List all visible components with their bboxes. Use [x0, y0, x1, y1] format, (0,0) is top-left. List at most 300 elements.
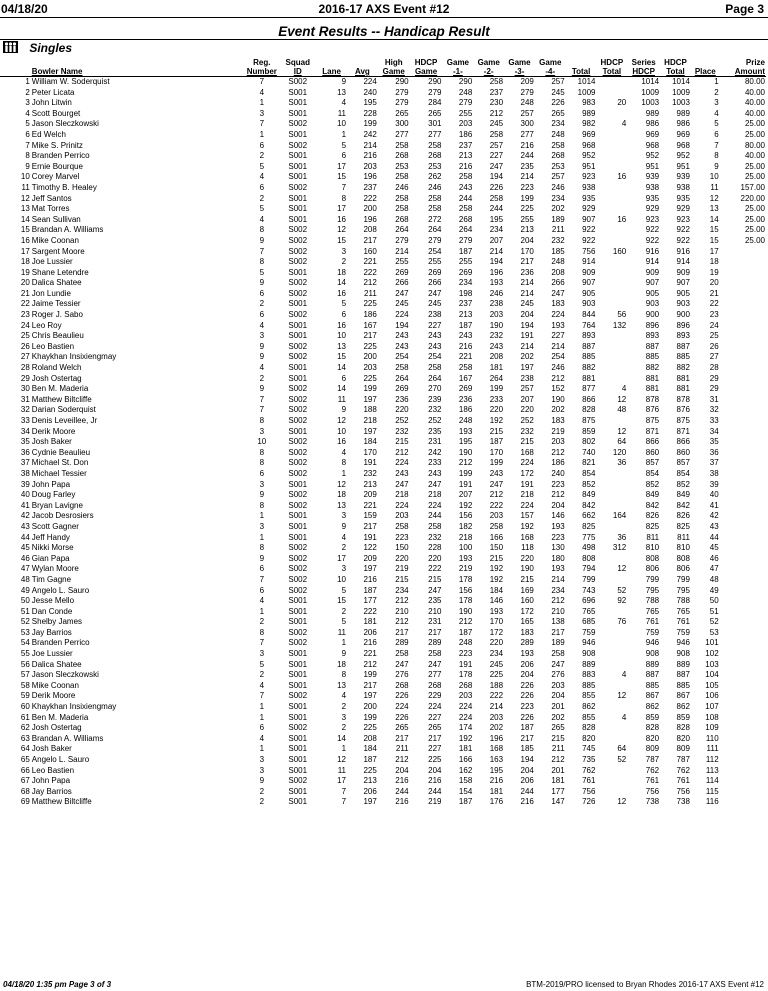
cell-game-2: 257	[489, 140, 504, 150]
col-header-game-1: -1-	[442, 67, 473, 77]
cell-avg: 240	[363, 87, 377, 97]
cell-total: 696	[582, 596, 596, 606]
cell-game-4: 189	[551, 638, 565, 648]
cell-reg-number: 2	[259, 193, 265, 203]
cell-high-game: 236	[395, 394, 409, 404]
cell-reg-number: 4	[259, 87, 265, 97]
cell-avg: 203	[363, 161, 377, 171]
cell-hdcp-total	[596, 501, 627, 512]
cell-bowler-name: Derik Moore	[31, 691, 76, 701]
cell-game-3: 199	[520, 193, 534, 203]
cell-hdcp-total: 48	[617, 405, 627, 415]
table-row	[0, 299, 766, 310]
cell-high-game: 245	[395, 299, 409, 309]
cell-place: 14	[709, 214, 719, 224]
cell-row-number: 2	[25, 87, 30, 97]
cell-place: 53	[709, 627, 719, 637]
cell-row-number: 68	[20, 786, 30, 796]
cell-squad-id: S001	[288, 521, 308, 531]
cell-reg-number: 8	[259, 627, 265, 637]
cell-place: 5	[714, 119, 719, 129]
cell-hdcp-total	[596, 787, 627, 798]
cell-series-hdcp: 826	[645, 511, 660, 521]
cell-hdcp-total	[596, 469, 627, 480]
cell-bowler-name: Shelby James	[31, 617, 83, 627]
cell-reg-number: 7	[259, 119, 265, 129]
cell-row-number: 65	[20, 755, 30, 764]
cell-hdcp-series-total: 885	[676, 680, 690, 690]
cell-game-1: 268	[458, 214, 473, 224]
table-row	[0, 416, 766, 427]
cell-game-3: 217	[520, 257, 534, 267]
cell-lane: 18	[337, 659, 347, 669]
cell-game-2: 245	[489, 659, 504, 669]
cell-bowler-name: Joe Lussier	[31, 649, 73, 659]
cell-series-hdcp: 900	[645, 310, 660, 320]
cell-total: 852	[582, 479, 596, 489]
cell-game-3: 300	[520, 119, 534, 129]
cell-high-game: 265	[395, 723, 409, 733]
cell-squad-id: S002	[288, 627, 308, 637]
cell-hdcp-total: 4	[621, 670, 627, 680]
table-row	[0, 628, 766, 639]
cell-bowler-name: Brandan A. Williams	[31, 733, 104, 743]
cell-game-1: 167	[458, 373, 473, 383]
cell-total: 866	[582, 394, 596, 404]
cell-bowler-name: Matthew Biltcliffe	[31, 394, 92, 404]
cell-reg-number: 1	[259, 702, 265, 712]
cell-lane: 11	[337, 108, 347, 118]
col-header-bowler-name: Bowler Name	[31, 67, 245, 77]
cell-place: 9	[714, 161, 719, 171]
cell-prize-amount	[720, 607, 766, 618]
cell-avg: 203	[363, 363, 377, 373]
cell-reg-number: 4	[259, 320, 265, 330]
cell-bowler-name: Roger J. Sabo	[31, 310, 83, 320]
cell-high-game: 254	[395, 352, 409, 362]
cell-bowler-name: Timothy B. Healey	[31, 182, 97, 192]
cell-hdcp-series-total: 875	[676, 416, 690, 425]
cell-avg: 209	[363, 490, 377, 500]
cell-game-1: 203	[458, 119, 473, 129]
cell-series-hdcp: 905	[645, 288, 660, 298]
footer-timestamp: 04/18/20 1:35 pm Page 3 of 3	[3, 980, 112, 989]
cell-hdcp-game: 272	[428, 214, 442, 224]
cell-total: 685	[582, 617, 596, 627]
cell-game-1: 213	[458, 151, 473, 161]
cell-hdcp-total: 312	[612, 543, 627, 553]
cell-prize-amount: 25.00	[744, 214, 765, 224]
cell-game-1: 279	[458, 235, 473, 245]
cell-game-3: 289	[520, 638, 534, 648]
cell-high-game: 214	[395, 246, 409, 256]
cell-squad-id: S001	[288, 786, 308, 796]
table-row	[0, 427, 766, 438]
cell-squad-id: S001	[288, 299, 308, 309]
cell-hdcp-series-total: 916	[676, 246, 690, 256]
cell-reg-number: 6	[259, 723, 265, 733]
cell-hdcp-total: 52	[617, 585, 627, 595]
cell-game-3: 206	[520, 776, 534, 786]
cell-game-1: 268	[458, 680, 473, 690]
cell-reg-number: 8	[259, 543, 265, 553]
cell-bowler-name: Dalica Shatee	[31, 278, 82, 288]
table-row	[0, 755, 766, 766]
cell-series-hdcp: 795	[645, 585, 660, 595]
cell-row-number: 36	[20, 447, 30, 457]
cell-hdcp-series-total: 765	[676, 606, 690, 616]
cell-high-game: 268	[395, 151, 409, 161]
table-row	[0, 247, 766, 258]
table-row	[0, 236, 766, 247]
bowling-pins-icon	[3, 41, 18, 53]
cell-place: 102	[705, 649, 719, 659]
cell-squad-id: S002	[288, 310, 308, 320]
cell-game-2: 258	[489, 129, 504, 139]
cell-place: 29	[709, 373, 719, 383]
cell-game-4: 212	[551, 596, 565, 606]
col-header-series-hdcp: HDCP	[627, 67, 660, 77]
cell-reg-number: 6	[259, 468, 265, 478]
results-table	[0, 58, 766, 808]
cell-game-2: 247	[489, 161, 504, 171]
table-row	[0, 617, 766, 628]
cell-lane: 3	[341, 511, 347, 521]
cell-squad-id: S002	[288, 776, 308, 786]
cell-hdcp-total	[596, 299, 627, 310]
cell-game-3: 193	[520, 649, 534, 659]
table-row	[0, 162, 766, 173]
table-row	[0, 554, 766, 565]
cell-bowler-name: Jason Sleczkowski	[31, 670, 99, 680]
cell-hdcp-series-total: 738	[676, 797, 690, 807]
cell-place: 108	[705, 712, 719, 722]
cell-game-3: 225	[520, 204, 534, 214]
cell-avg: 222	[363, 606, 377, 616]
cell-reg-number: 3	[259, 521, 265, 531]
cell-place: 51	[709, 606, 719, 616]
cell-game-4: 212	[551, 490, 565, 500]
cell-game-2: 192	[489, 416, 504, 425]
cell-game-4: 245	[551, 87, 565, 97]
cell-bowler-name: Corey Marvel	[31, 172, 80, 182]
cell-prize-amount: 25.00	[744, 225, 765, 235]
cell-game-1: 244	[458, 193, 473, 203]
cell-high-game: 215	[395, 437, 409, 447]
cell-row-number: 21	[20, 288, 30, 298]
cell-lane: 14	[337, 278, 347, 288]
cell-game-3: 118	[521, 543, 534, 553]
table-row	[0, 681, 766, 692]
cell-game-3: 215	[520, 437, 534, 447]
cell-game-4: 223	[551, 532, 565, 542]
cell-place: 20	[709, 278, 719, 288]
cell-avg: 213	[363, 776, 377, 786]
cell-reg-number: 4	[259, 680, 265, 690]
cell-lane: 12	[337, 225, 347, 235]
cell-place: 46	[709, 553, 719, 563]
cell-game-4: 234	[551, 119, 565, 129]
cell-place: 7	[714, 140, 719, 150]
cell-squad-id: S001	[288, 426, 308, 436]
cell-game-4: 130	[551, 543, 565, 553]
cell-hdcp-game: 253	[428, 161, 442, 171]
cell-hdcp-total	[596, 660, 627, 671]
table-row	[0, 405, 766, 416]
cell-bowler-name: Denis Leveillee, Jr	[31, 416, 98, 425]
table-row	[0, 522, 766, 533]
cell-game-2: 247	[489, 479, 504, 489]
cell-avg: 225	[363, 373, 377, 383]
cell-hdcp-series-total: 808	[676, 553, 690, 563]
cell-series-hdcp: 909	[645, 267, 660, 277]
table-row	[0, 437, 766, 448]
cell-game-1: 223	[458, 649, 473, 659]
table-row	[0, 374, 766, 385]
cell-hdcp-game: 242	[428, 447, 442, 457]
cell-place: 8	[714, 151, 719, 161]
cell-place: 22	[709, 299, 719, 309]
cell-place: 15	[709, 225, 719, 235]
cell-squad-id: S001	[288, 797, 308, 807]
cell-reg-number: 8	[259, 447, 265, 457]
table-row	[0, 480, 766, 491]
cell-hdcp-game: 216	[428, 776, 442, 786]
cell-game-2: 194	[489, 172, 504, 182]
cell-total: 828	[582, 405, 596, 415]
cell-place: 39	[709, 479, 719, 489]
cell-series-hdcp: 860	[645, 447, 660, 457]
cell-high-game: 289	[395, 638, 409, 648]
cell-game-2: 194	[489, 257, 504, 267]
cell-game-1: 255	[458, 108, 473, 118]
cell-bowler-name: Mike S. Prinitz	[31, 140, 83, 150]
cell-squad-id: S002	[288, 246, 308, 256]
cell-hdcp-game: 279	[428, 235, 442, 245]
cell-hdcp-series-total: 951	[676, 161, 690, 171]
cell-high-game: 224	[395, 310, 409, 320]
cell-place: 37	[709, 458, 719, 468]
cell-bowler-name: Jeff Handy	[31, 532, 70, 542]
cell-prize-amount	[720, 744, 766, 755]
cell-hdcp-series-total: 871	[676, 426, 690, 436]
cell-bowler-name: Bryan Lavigne	[31, 500, 83, 510]
cell-game-4: 204	[551, 500, 565, 510]
cell-row-number: 62	[20, 723, 30, 733]
cell-game-3: 172	[520, 606, 534, 616]
cell-total: 855	[582, 691, 596, 701]
cell-row-number: 49	[20, 585, 30, 595]
cell-game-3: 183	[520, 627, 534, 637]
cell-series-hdcp: 808	[645, 553, 660, 563]
cell-game-1: 154	[458, 786, 473, 796]
cell-game-3: 204	[520, 310, 534, 320]
cell-game-4: 193	[551, 564, 565, 574]
cell-place: 49	[709, 585, 719, 595]
table-row	[0, 787, 766, 798]
col-header-total: Total	[566, 67, 597, 77]
col-header-game-3: -3-	[504, 67, 535, 77]
cell-hdcp-game: 289	[428, 638, 442, 648]
cell-game-2: 181	[489, 363, 504, 373]
cell-hdcp-total	[596, 77, 627, 88]
cell-game-4: 266	[551, 278, 565, 288]
cell-total: 498	[582, 543, 596, 553]
cell-prize-amount	[720, 564, 766, 575]
cell-place: 12	[709, 193, 719, 203]
header-date: 04/18/20	[1, 2, 48, 16]
cell-squad-id: S001	[288, 606, 308, 616]
cell-bowler-name: Darian Soderquist	[31, 405, 96, 415]
cell-row-number: 30	[20, 384, 30, 394]
cell-squad-id: S002	[288, 490, 308, 500]
cell-series-hdcp: 882	[645, 363, 660, 373]
cell-avg: 214	[363, 140, 377, 150]
cell-row-number: 17	[20, 246, 30, 256]
col-header-hdcp-game: Game	[410, 67, 443, 77]
cell-place: 3	[714, 98, 719, 108]
table-row	[0, 533, 766, 544]
cell-reg-number: 1	[259, 712, 265, 722]
cell-hdcp-game: 215	[428, 574, 442, 584]
cell-avg: 191	[363, 532, 377, 542]
cell-row-number: 23	[20, 310, 30, 320]
cell-series-hdcp: 914	[645, 257, 660, 267]
cell-hdcp-series-total: 922	[676, 225, 690, 235]
cell-lane: 10	[337, 119, 347, 129]
cell-hdcp-series-total: 849	[676, 490, 690, 500]
col-header-avg: Avg	[347, 67, 378, 77]
cell-game-4: 211	[551, 225, 565, 235]
cell-high-game: 243	[395, 341, 409, 351]
cell-series-hdcp: 852	[645, 479, 660, 489]
cell-series-hdcp: 893	[645, 331, 660, 341]
col-header-top-game-2: Game	[477, 58, 500, 67]
table-row	[0, 543, 766, 554]
cell-game-1: 212	[458, 617, 473, 627]
cell-squad-id: S001	[288, 172, 308, 182]
cell-place: 45	[709, 543, 719, 553]
cell-row-number: 9	[25, 161, 30, 171]
cell-avg: 199	[363, 712, 377, 722]
cell-series-hdcp: 952	[645, 151, 660, 161]
cell-game-1: 190	[458, 447, 473, 457]
cell-hdcp-series-total: 887	[676, 670, 690, 680]
cell-bowler-name: Ben M. Maderia	[31, 712, 89, 722]
cell-total: 859	[582, 426, 596, 436]
cell-lane: 14	[337, 384, 347, 394]
cell-squad-id: S002	[288, 447, 308, 457]
cell-hdcp-game: 224	[428, 500, 442, 510]
cell-game-2: 172	[489, 627, 504, 637]
cell-game-2: 230	[489, 98, 504, 108]
cell-place: 44	[709, 532, 719, 542]
cell-lane: 9	[341, 405, 347, 415]
table-row	[0, 310, 766, 321]
cell-high-game: 220	[395, 553, 409, 563]
cell-prize-amount: 80.00	[744, 77, 765, 86]
cell-place: 6	[714, 129, 719, 139]
cell-game-3: 168	[520, 532, 534, 542]
cell-row-number: 12	[20, 193, 30, 203]
cell-hdcp-game: 218	[428, 490, 442, 500]
cell-row-number: 60	[20, 702, 30, 712]
cell-squad-id: S001	[288, 702, 308, 712]
cell-hdcp-game: 243	[428, 341, 442, 351]
cell-hdcp-game: 262	[428, 172, 442, 182]
cell-hdcp-game: 258	[428, 363, 442, 373]
cell-series-hdcp: 756	[645, 786, 660, 796]
cell-place: 28	[709, 363, 719, 373]
cell-avg: 221	[363, 257, 377, 267]
table-row	[0, 141, 766, 152]
cell-hdcp-total	[596, 151, 627, 162]
table-row	[0, 702, 766, 713]
cell-bowler-name: Chris Beaulieu	[31, 331, 84, 341]
cell-row-number: 52	[20, 617, 30, 627]
cell-game-2: 166	[489, 532, 504, 542]
cell-avg: 181	[363, 617, 377, 627]
cell-avg: 206	[363, 627, 377, 637]
cell-total: 877	[582, 384, 596, 394]
cell-lane: 2	[341, 702, 347, 712]
cell-row-number: 16	[20, 235, 30, 245]
cell-series-hdcp: 922	[645, 235, 660, 245]
cell-hdcp-series-total: 1009	[672, 87, 690, 97]
col-header-top-avg	[347, 58, 378, 67]
cell-series-hdcp: 788	[645, 596, 660, 606]
cell-avg: 191	[363, 458, 377, 468]
cell-bowler-name: Dan Conde	[31, 606, 73, 616]
table-row	[0, 77, 766, 88]
cell-game-3: 277	[520, 129, 534, 139]
cell-hdcp-total: 52	[617, 755, 627, 764]
cell-hdcp-total	[596, 723, 627, 734]
cell-high-game: 290	[395, 77, 409, 86]
col-header-top-reg-number: Reg.	[253, 58, 271, 67]
cell-high-game: 224	[395, 702, 409, 712]
cell-game-2: 170	[489, 617, 504, 627]
cell-place: 19	[709, 267, 719, 277]
cell-hdcp-series-total: 810	[676, 543, 690, 553]
cell-series-hdcp: 811	[646, 532, 660, 542]
cell-game-2: 212	[489, 108, 504, 118]
cell-reg-number: 9	[259, 352, 265, 362]
cell-game-2: 237	[489, 87, 504, 97]
cell-avg: 232	[363, 468, 377, 478]
cell-avg: 222	[363, 193, 377, 203]
cell-lane: 14	[337, 733, 347, 743]
cell-row-number: 56	[20, 659, 30, 669]
cell-game-3: 214	[520, 172, 534, 182]
cell-game-2: 216	[489, 776, 504, 786]
cell-lane: 7	[341, 182, 347, 192]
cell-hdcp-game: 225	[428, 755, 442, 764]
cell-place: 29	[709, 384, 719, 394]
cell-hdcp-series-total: 860	[676, 447, 690, 457]
cell-high-game: 226	[395, 712, 409, 722]
cell-game-2: 214	[489, 246, 504, 256]
cell-game-2: 203	[489, 712, 504, 722]
cell-total: 883	[582, 670, 596, 680]
table-row	[0, 638, 766, 649]
cell-game-3: 215	[520, 574, 534, 584]
col-header-place: Place	[691, 67, 720, 77]
table-row	[0, 575, 766, 586]
cell-series-hdcp: 885	[645, 680, 660, 690]
cell-hdcp-series-total: 989	[676, 108, 690, 118]
cell-squad-id: S002	[288, 352, 308, 362]
